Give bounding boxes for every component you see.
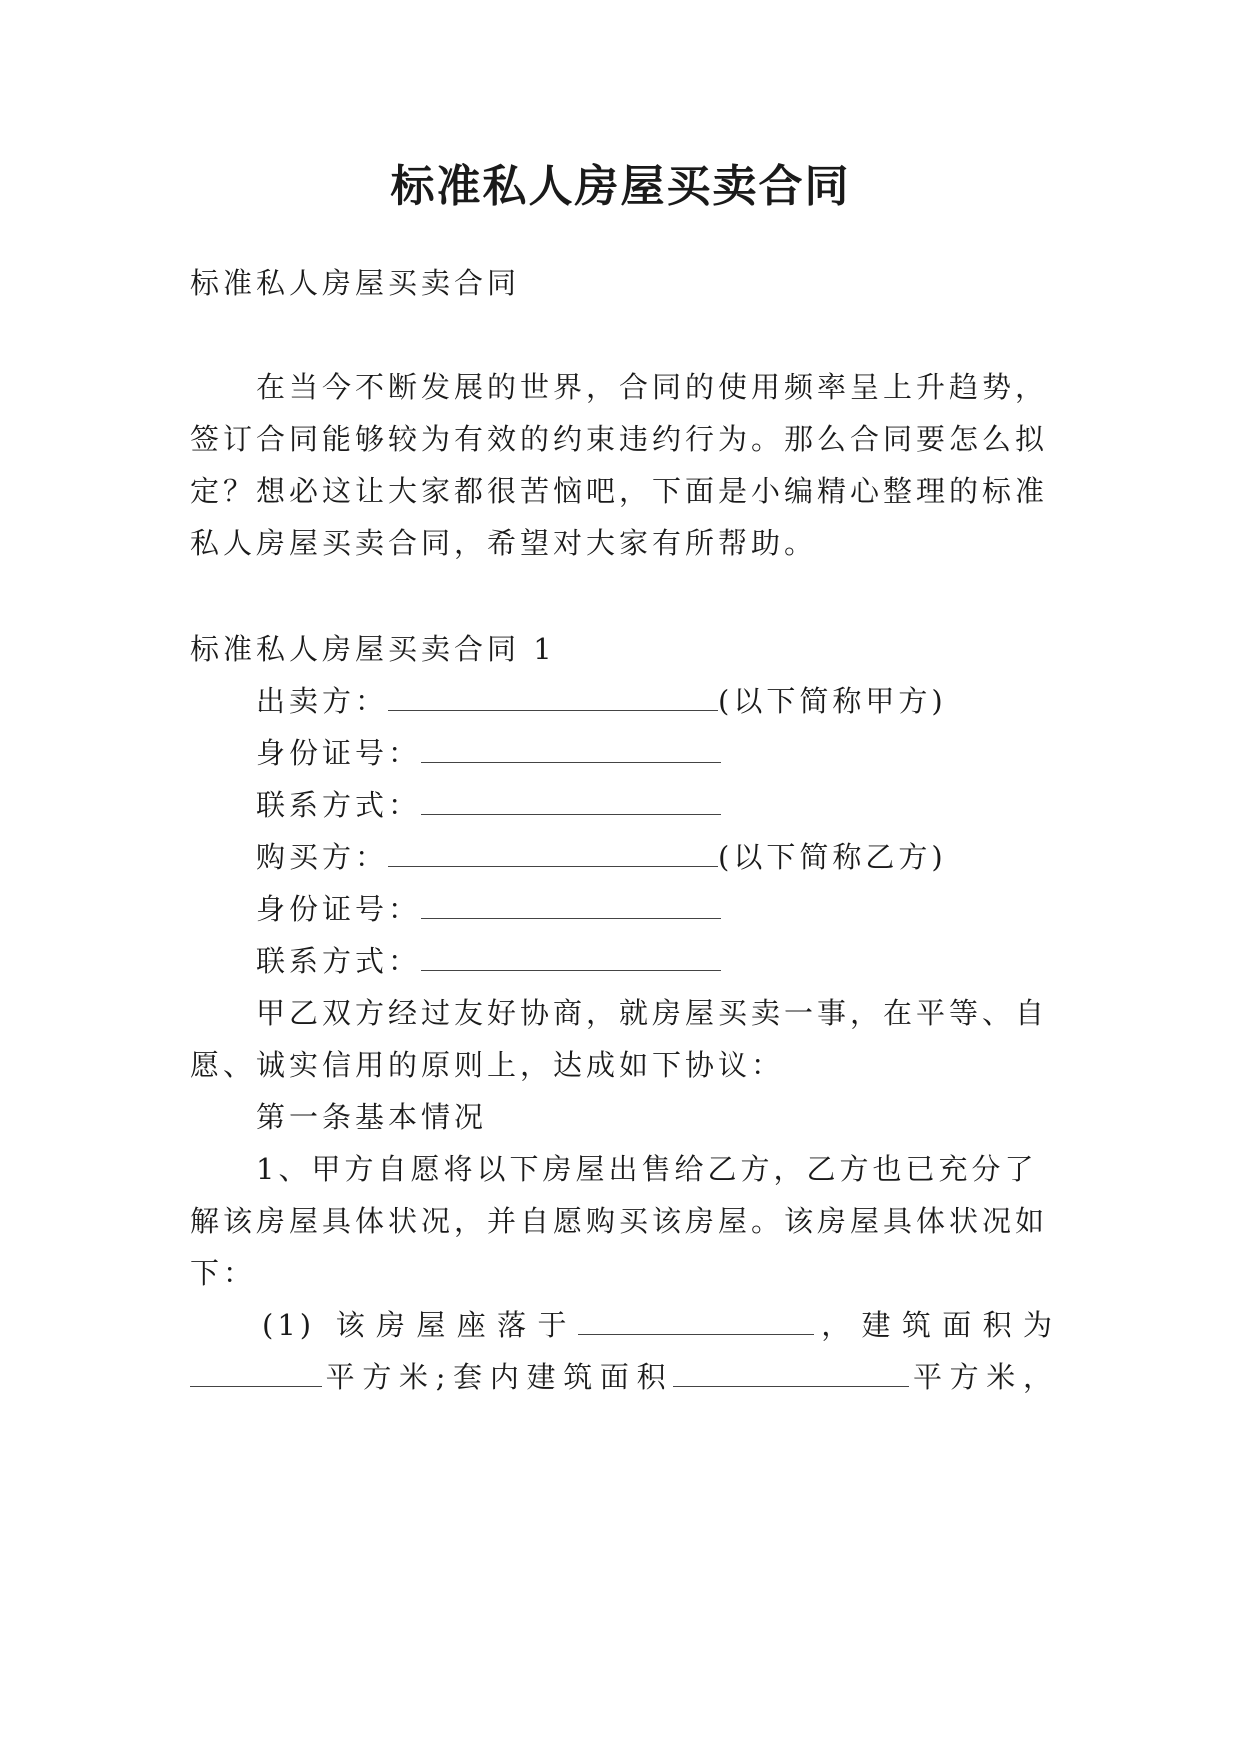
buyer-label: 购买方： bbox=[256, 840, 389, 874]
section-heading: 标准私人房屋买卖合同 1 bbox=[190, 632, 556, 666]
intro-line-3: 定？想必这让大家都很苦恼吧，下面是小编精心整理的标准 bbox=[190, 474, 1049, 508]
buyer-contact-blank bbox=[421, 964, 721, 971]
seller-id-blank bbox=[421, 756, 721, 763]
seller-field bbox=[256, 680, 1056, 722]
seller-id-field bbox=[256, 732, 1056, 774]
seller-contact-blank bbox=[421, 808, 721, 815]
item-1-unit-2: 平方米， bbox=[909, 1360, 1056, 1394]
seller-blank bbox=[388, 704, 718, 711]
item-1-middle: ，建筑面积为 bbox=[813, 1308, 1056, 1342]
buyer-id-label: 身份证号： bbox=[256, 892, 422, 926]
item-1-line-1 bbox=[262, 1304, 1056, 1346]
clause-1-line-1: 1、甲方自愿将以下房屋出售给乙方，乙方也已充分了 bbox=[256, 1152, 1038, 1186]
intro-line-4: 私人房屋买卖合同，希望对大家有所帮助。 bbox=[190, 526, 818, 560]
document-subtitle: 标准私人房屋买卖合同 bbox=[190, 266, 521, 300]
seller-id-label: 身份证号： bbox=[256, 736, 422, 770]
clause-1-line-2: 解该房屋具体状况，并自愿购买该房屋。该房屋具体状况如 bbox=[190, 1204, 1049, 1238]
agreement-line-1: 甲乙双方经过友好协商，就房屋买卖一事，在平等、自 bbox=[256, 996, 1049, 1030]
item-1-unit-1: 平方米;套内建筑面积 bbox=[322, 1360, 674, 1394]
buyer-contact-label: 联系方式： bbox=[256, 944, 422, 978]
buyer-note: (以下简称乙方) bbox=[718, 840, 947, 874]
seller-label: 出卖方： bbox=[256, 684, 389, 718]
item-1-prefix: (1) 该房屋座落于 bbox=[262, 1308, 578, 1342]
buyer-blank bbox=[388, 860, 718, 867]
seller-note: (以下简称甲方) bbox=[718, 684, 947, 718]
seller-contact-field bbox=[256, 784, 1056, 826]
buyer-contact-field bbox=[256, 940, 1056, 982]
buyer-id-blank bbox=[421, 912, 721, 919]
inner-area-blank bbox=[673, 1380, 909, 1387]
location-blank bbox=[578, 1328, 814, 1335]
document-title: 标准私人房屋买卖合同 bbox=[390, 161, 851, 212]
buyer-field bbox=[256, 836, 1056, 878]
intro-line-1: 在当今不断发展的世界，合同的使用频率呈上升趋势， bbox=[256, 370, 1049, 404]
agreement-line-2: 愿、诚实信用的原则上，达成如下协议： bbox=[190, 1048, 785, 1082]
seller-contact-label: 联系方式： bbox=[256, 788, 422, 822]
clause-1-line-3: 下： bbox=[190, 1256, 257, 1290]
buyer-id-field bbox=[256, 888, 1056, 930]
item-1-line-2 bbox=[190, 1356, 1056, 1398]
article-1-heading: 第一条基本情况 bbox=[256, 1100, 488, 1134]
area-blank bbox=[190, 1380, 322, 1387]
intro-line-2: 签订合同能够较为有效的约束违约行为。那么合同要怎么拟 bbox=[190, 422, 1049, 456]
